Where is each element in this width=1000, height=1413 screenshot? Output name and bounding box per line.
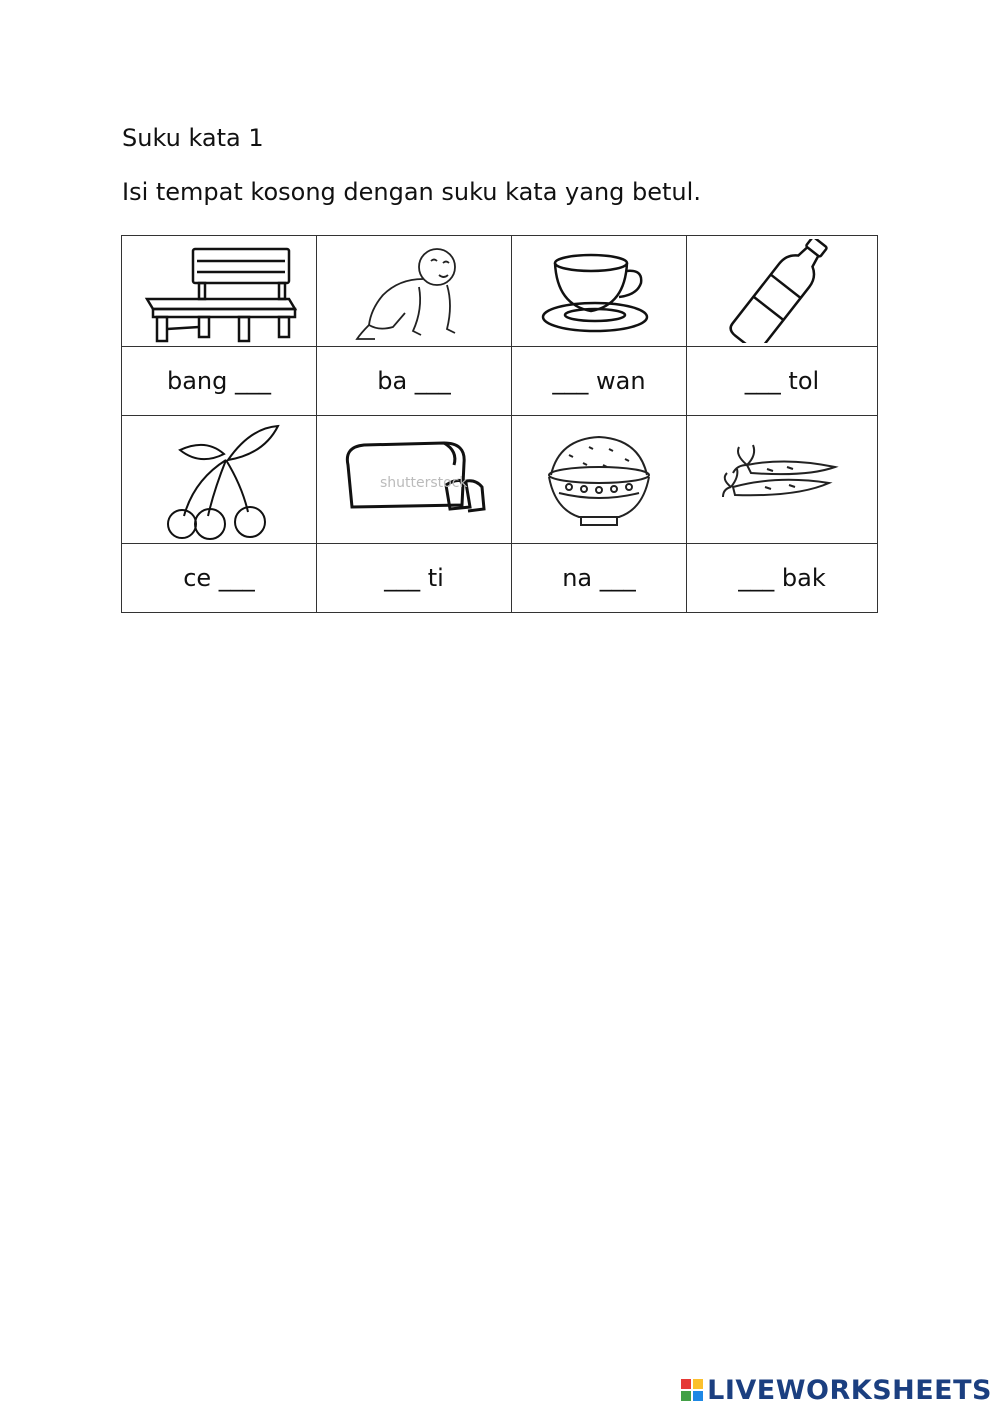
worksheet-title: Suku kata 1 <box>122 124 264 152</box>
word-label: ___ wan <box>552 367 646 395</box>
word-cell[interactable] <box>512 347 687 416</box>
picture-row <box>122 236 878 347</box>
picture-row <box>122 416 878 544</box>
exercise-table <box>121 235 878 613</box>
word-label: ___ ti <box>384 564 444 592</box>
picture-cell <box>122 236 317 347</box>
picture-cell <box>317 416 512 544</box>
instruction-text: Isi tempat kosong dengan suku kata yang betul. <box>122 178 701 206</box>
liveworksheets-logo[interactable] <box>681 1373 992 1407</box>
picture-cell <box>512 416 687 544</box>
word-cell[interactable] <box>687 544 878 613</box>
word-label: bang ___ <box>166 367 271 395</box>
word-label: ___ bak <box>738 564 826 592</box>
watermark: shutterstock <box>380 474 468 491</box>
picture-cell <box>687 416 878 544</box>
word-cell[interactable] <box>122 347 317 416</box>
baby-icon <box>349 239 479 343</box>
word-label: ___ tol <box>744 367 820 395</box>
word-label: ce ___ <box>183 564 255 592</box>
word-row <box>122 347 878 416</box>
cup-icon <box>539 239 659 343</box>
cherry-icon <box>154 420 284 540</box>
picture-cell <box>687 236 878 347</box>
picture-cell <box>317 236 512 347</box>
carrot-icon <box>717 425 847 535</box>
bread-icon <box>334 425 494 535</box>
bench-icon <box>139 239 299 343</box>
logo-text: LIVEWORKSHEETS <box>707 1374 992 1406</box>
word-label: na ___ <box>562 564 636 592</box>
word-cell[interactable] <box>512 544 687 613</box>
word-cell[interactable] <box>122 544 317 613</box>
word-label: ba ___ <box>377 367 451 395</box>
picture-cell <box>512 236 687 347</box>
word-row <box>122 544 878 613</box>
word-cell[interactable] <box>317 347 512 416</box>
picture-cell <box>122 416 317 544</box>
bottle-icon <box>717 239 847 343</box>
word-cell[interactable] <box>317 544 512 613</box>
logo-mark-icon <box>681 1379 703 1401</box>
rice-bowl-icon <box>539 425 659 535</box>
word-cell[interactable] <box>687 347 878 416</box>
